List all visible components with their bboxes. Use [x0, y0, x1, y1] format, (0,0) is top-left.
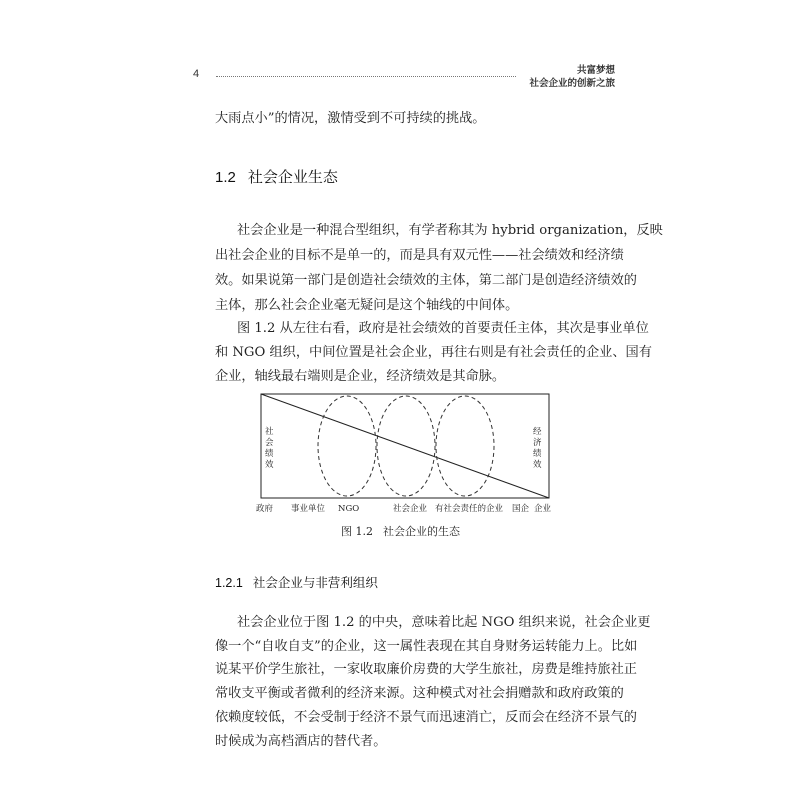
paragraph-line: 出社会企业的目标不是单一的，而是具有双元性——社会绩效和经济绩 [215, 248, 624, 263]
paragraph-line: 和 NGO 组织，中间位置是社会企业，再往右则是有社会责任的企业、国有 [215, 345, 652, 360]
ecosystem-figure [255, 390, 555, 520]
section-heading [215, 166, 338, 187]
right-label-char: 济 [533, 438, 542, 448]
paragraph-line: 说某平价学生旅社，一家收取廉价房费的大学生旅社，房费是维持旅社正 [215, 662, 637, 677]
subsection-title: 社会企业与非营利组织 [252, 576, 378, 590]
section-number: 1.2 [215, 169, 236, 186]
axis-label-enterprise: 企业 [534, 504, 552, 514]
left-label-char: 会 [265, 438, 274, 448]
page-number: 4 [193, 68, 200, 80]
paragraph-line: 企业，轴线最右端则是企业，经济绩效是其命脉。 [215, 369, 506, 384]
axis-label-state-owned: 国企 [512, 504, 530, 514]
subsection-number: 1.2.1 [215, 576, 243, 590]
axis-label-ngo: NGO [338, 504, 360, 514]
paragraph-line: 社会企业位于图 1.2 的中央，意味着比起 NGO 组织来说，社会企业更 [237, 615, 651, 630]
axis-label-government: 政府 [256, 504, 274, 514]
axis-label-responsible-enterprise: 有社会责任的企业 [435, 504, 504, 514]
paragraph-line: 主体，那么社会企业毫无疑问是这个轴线的中间体。 [215, 298, 519, 313]
subsection-heading [215, 573, 378, 591]
book-title: 共富梦想 [576, 65, 615, 76]
right-label-char: 经 [533, 427, 542, 437]
header-rule [216, 76, 516, 77]
axis-label-social-enterprise: 社会企业 [393, 504, 428, 514]
left-label-char: 绩 [265, 449, 274, 459]
axis-label-public-institution: 事业单位 [291, 504, 326, 514]
responsible-enterprise-ellipse [436, 396, 494, 496]
section-title: 社会企业生态 [247, 169, 338, 186]
paragraph-line: 时候成为高档酒店的替代者。 [215, 734, 387, 749]
figure-caption-number: 图 1.2 [341, 525, 373, 538]
paragraph-line: 图 1.2 从左往右看，政府是社会绩效的首要责任主体，其次是事业单位 [237, 321, 649, 336]
figure-caption [341, 523, 460, 539]
right-label-char: 效 [533, 460, 542, 470]
paragraph-line: 依赖度较低，不会受制于经济不景气而迅速消亡，反而会在经济不景气的 [215, 710, 637, 725]
running-header [520, 64, 615, 90]
ngo-ellipse [318, 396, 376, 496]
right-label-char: 绩 [533, 449, 542, 459]
book-subtitle: 社会企业的创新之旅 [529, 78, 615, 89]
left-label-char: 效 [265, 460, 274, 470]
diagonal-axis [261, 394, 549, 498]
figure-caption-text: 社会企业的生态 [383, 525, 460, 538]
paragraph-line: 像一个“自收自支”的企业，这一属性表现在其自身财务运转能力上。比如 [215, 639, 638, 654]
paragraph-line: 效。如果说第一部门是创造社会绩效的主体，第二部门是创造经济绩效的 [215, 273, 637, 288]
left-label-char: 社 [265, 427, 274, 437]
paragraph-line: 社会企业是一种混合型组织，有学者称其为 hybrid organization，反映 [237, 223, 663, 238]
paragraph-line: 大雨点小”的情况，激情受到不可持续的挑战。 [215, 111, 486, 126]
paragraph-line: 常收支平衡或者微利的经济来源。这种模式对社会捐赠款和政府政策的 [215, 686, 624, 701]
